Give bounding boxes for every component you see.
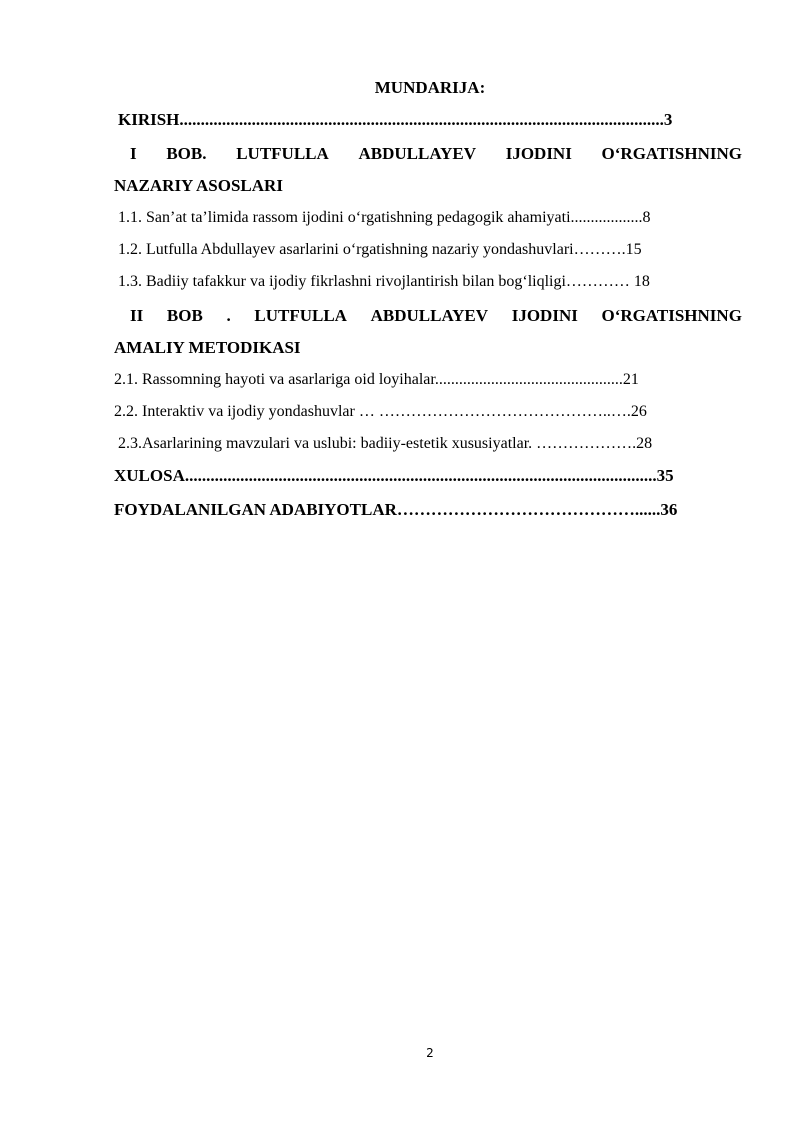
toc-entry-adabiyotlar: FOYDALANILGAN ADABIYOTLAR……………………………………......36 xyxy=(114,500,678,519)
toc-entry-xulosa: XULOSA...............................................................................................................35 xyxy=(114,466,674,485)
toc-chapter-2-word: LUTFULLA xyxy=(254,306,347,325)
toc-entry-1-3: 1.3. Badiiy tafakkur va ijodiy fikrlashni rivojlantirish bilan bog‘liqligi………… 18 xyxy=(118,273,650,290)
toc-entry-1-2: 1.2. Lutfulla Abdullayev asarlarini o‘rgatishning nazariy yondashuvlari……….15 xyxy=(118,241,642,258)
toc-entry-kirish: KIRISH..................................................................................................................3 xyxy=(118,110,673,129)
toc-chapter-2 xyxy=(114,306,742,358)
toc-chapter-2-word: . xyxy=(226,306,231,325)
toc-chapter-2-word: ABDULLAYEV xyxy=(370,306,489,325)
toc-chapter-1-word: O‘RGATISHNING xyxy=(601,144,742,163)
toc-entry-1-1: 1.1. San’at ta’limida rassom ijodini o‘rgatishning pedagogik ahamiyati..................8 xyxy=(118,209,651,226)
toc-chapter-2-word: IJODINI xyxy=(511,306,578,325)
toc-chapter-2-heading xyxy=(114,306,742,326)
toc-chapter-1-heading xyxy=(114,144,742,164)
toc-chapter-1-word: LUTFULLA xyxy=(236,144,329,163)
toc-chapter-2-word: O‘RGATISHNING xyxy=(601,306,742,325)
toc-chapter-1 xyxy=(114,144,742,196)
toc-chapter-1-word: IJODINI xyxy=(505,144,572,163)
toc-entry-2-2: 2.2. Interaktiv va ijodiy yondashuvlar … ……………………………………..….26 xyxy=(114,403,647,420)
toc-chapter-1-word: I xyxy=(130,144,137,163)
toc-chapter-1-word: ABDULLAYEV xyxy=(358,144,476,163)
toc-chapter-1-word: BOB. xyxy=(166,144,207,163)
toc-entry-2-1: 2.1. Rassomning hayoti va asarlariga oid loyihalar...............................................21 xyxy=(114,371,639,388)
toc-entry-2-3: 2.3.Asarlarining mavzulari va uslubi: badiiy-estetik xususiyatlar. ……………….28 xyxy=(118,435,653,452)
toc-chapter-1-subtitle: NAZARIY ASOSLARI xyxy=(114,176,283,195)
toc-title: MUNDARIJA: xyxy=(374,78,486,97)
toc-chapter-2-word: II xyxy=(130,306,144,325)
page-number: 2 xyxy=(426,1046,434,1060)
toc-chapter-2-subtitle: AMALIY METODIKASI xyxy=(114,338,301,357)
toc-chapter-2-word: BOB xyxy=(166,306,203,325)
